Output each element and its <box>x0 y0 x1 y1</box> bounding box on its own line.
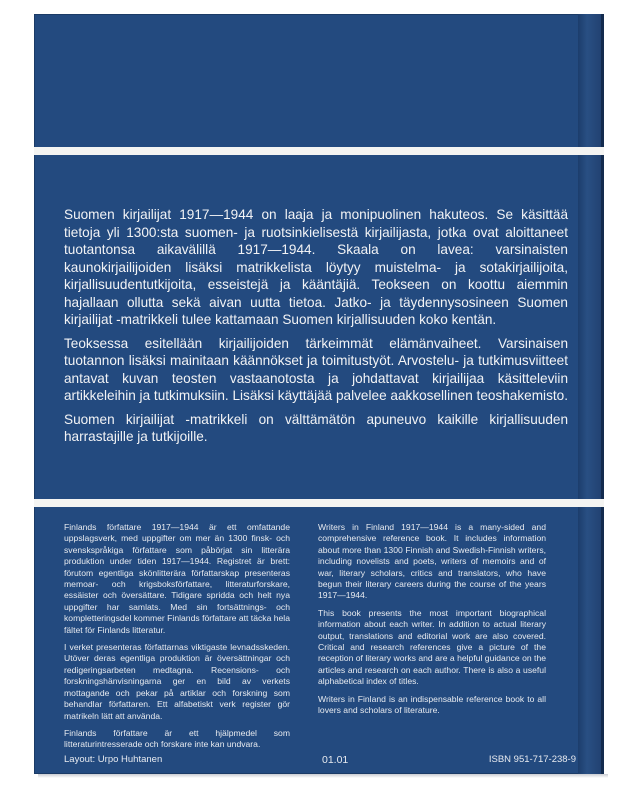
swedish-description <box>64 522 290 757</box>
cover-footer <box>64 754 576 768</box>
spine-edge <box>601 14 604 774</box>
top-stripe <box>34 147 604 155</box>
english-paragraph-2: This book presents the most important biographical information about each writer. In addition to actual literary output, translations and editorial work are also covered. Critical and research references give a picture of the reception of literary works and are a helpful guidance on the articles and research on each author. There is also a useful alphabetical index of titles. <box>318 607 546 687</box>
swedish-paragraph-1: Finlands författare 1917—1944 är ett omfattande uppslagsverk, med uppgifter om mer än 1300 finsk- och svenskspråkiga författare som påbörjat sin litterära produktion under tiden 1917—1944. Registret är brett: förutom egentliga skönlitterära författarskap presenteras memoar- och krigsboksförfattare, litteraturforskare, essäister och översättare. Tidigare spridda och helt nya uppgifter har samlats. Med sin fortsättnings- och kompletteringsdel kommer Finlands författare att täcka hela fältet för Finlands litteratur. <box>64 522 290 635</box>
english-paragraph-3: Writers in Finland is an indispensable reference book to all lovers and scholars of literature. <box>318 693 546 716</box>
swedish-paragraph-2: I verket presenteras författarnas viktigaste levnadsskeden. Utöver deras egentliga produktion är översättningar och redigeringsarbeten medtagna. Recensions- och forskningshänvisningarna ger en bild av verkets mottagande och pekar på artiklar och forskning som behandlar författaren. Ett alfabetiskt verk register gör matrikeln lätt att använda. <box>64 642 290 721</box>
isbn-number: ISBN 951-717-238-9 <box>488 754 576 765</box>
bottom-stripe <box>34 499 604 507</box>
product-code: 01.01 <box>322 754 349 766</box>
finnish-description <box>64 206 568 452</box>
english-paragraph-1: Writers in Finland 1917—1944 is a many-sided and comprehensive reference book. It includes information about more than 1300 Finnish and Swedish-Finnish writers, including novelists and poets, writers of memoirs and of war, literary scholars, critics and translators, who have begun their literary careers during the course of the years 1917—1944. <box>318 522 546 601</box>
english-description <box>318 522 546 723</box>
finnish-paragraph-2: Teoksessa esitellään kirjailijoiden tärkeimmät elämänvaiheet. Varsinaisen tuotannon lisäksi mainitaan käännökset ja toimitustyöt. Arvostelu- ja tutkimusviitteet antavat kuvan teosten vastaanotosta ja johdattavat kirjailijaa käsitteleviin artikkeleihin ja tutkimuksiin. Lisäksi käyttäjää palvelee aakkosellinen teoshakemisto. <box>64 335 568 403</box>
book-back-cover <box>34 14 604 774</box>
finnish-paragraph-3: Suomen kirjailijat -matrikkeli on välttämätön apuneuvo kaikille kirjallisuuden harrastajille ja tutkijoille. <box>64 411 568 444</box>
layout-credit: Layout: Urpo Huhtanen <box>64 754 163 765</box>
cover-shadow <box>38 774 608 778</box>
finnish-paragraph-1: Suomen kirjailijat 1917—1944 on laaja ja monipuolinen hakuteos. Se käsittää tietoja yli 1300:sta suomen- ja ruotsinkielisestä kirjailijasta, jotka ovat aloittaneet tuotantonsa aikavälillä 1917—1944. Skaala on lavea: varsinaisten kaunokirjailijoiden lisäksi matrikkelista löytyy muistelma- ja sotakirjailijoita, kirjallisuudentutkijoita, esseistejä ja kääntäjiä. Teokseen on koottu aiemmin hajallaan ollutta sekä aivan uutta tietoa. Jatko- ja täydennysosineen Suomen kirjailijat -matrikkeli tulee kattamaan Suomen kirjallisuuden koko kentän. <box>64 207 568 327</box>
swedish-paragraph-3: Finlands författare är ett hjälpmedel som litteraturintresserade och forskare inte kan undvara. <box>64 727 290 750</box>
